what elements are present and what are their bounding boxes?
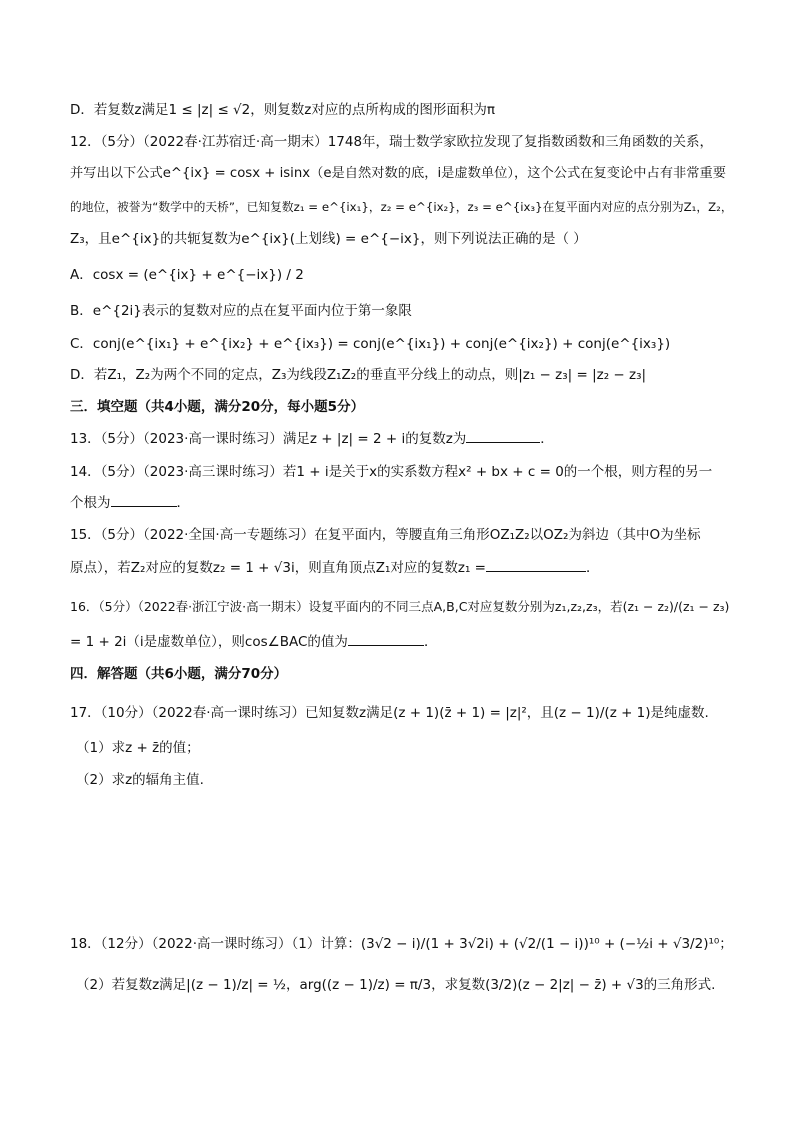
question-18-part-1: 18．（12分）（2022·高一课时练习）（1）计算：(3√2 − i)/(1 + 3√2i) + (√2/(1 − i))¹⁰ + (−½i + √3/2)¹⁰； (70, 936, 733, 952)
question-16-line-2: = 1 + 2i（i是虚数单位），则cos∠BAC的值为 ． (70, 634, 438, 650)
section-3-heading: 三．填空题（共4小题，满分20分，每小题5分） (70, 399, 365, 415)
option-12-d: D．若Z₁，Z₂为两个不同的定点，Z₃为线段Z₁Z₂的垂直平分线上的动点，则|z₁ − z₃| = |z₂ − z₃| (70, 367, 647, 383)
option-11-d: D．若复数z满足1 ≤ |z| ≤ √2，则复数z对应的点所构成的图形面积为π (70, 102, 495, 118)
question-18-part-2: （2）若复数z满足|(z − 1)/z| = ½，arg((z − 1)/z) = π/3，求复数(3/2)(z − 2|z| − z̄) + √3的三角形式. (76, 977, 716, 993)
option-12-c: C．conj(e^{ix₁} + e^{ix₂} + e^{ix₃}) = conj(e^{ix₁}) + conj(e^{ix₂}) + conj(e^{ix₃}) (70, 336, 671, 352)
section-4-heading: 四．解答题（共6小题，满分70分） (70, 666, 288, 682)
question-15-line-1: 15．（5分）（2022·全国·高一专题练习）在复平面内，等腰直角三角形OZ₁Z₂以OZ₂为斜边（其中O为坐标 (70, 527, 701, 543)
question-15-line-2: 原点），若Z₂对应的复数z₂ = 1 + √3i，则直角顶点Z₁对应的复数z₁ = ． (70, 560, 600, 576)
question-13: 13．（5分）（2023·高一课时练习）满足z + |z| = 2 + i的复数z为 ． (70, 431, 554, 447)
question-12-line-4: Z₃，且e^{ix}的共轭复数为e^{ix}(上划线) = e^{−ix}，则下列说法正确的是（ ） (70, 231, 587, 247)
question-17-part-2: （2）求z的辐角主值. (76, 772, 204, 788)
question-12-line-3: 的地位，被誉为“数学中的天桥”，已知复数z₁ = e^{ix₁}，z₂ = e^{ix₂}，z₃ = e^{ix₃}在复平面内对应的点分别为Z₁，Z₂， (70, 200, 733, 214)
question-14-line-1: 14．（5分）（2023·高三课时练习）若1 + i是关于x的实系数方程x² + bx + c = 0的一个根，则方程的另一 (70, 464, 713, 480)
question-17-part-1: （1）求z + z̄的值； (76, 740, 200, 756)
question-17: 17．（10分）（2022春·高一课时练习）已知复数z满足(z + 1)(z̄ + 1) = |z|²，且(z − 1)/(z + 1)是纯虚数. (70, 705, 709, 721)
question-16-line-1: 16．（5分）（2022春·浙江宁波·高一期末）设复平面内的不同三点A,B,C对应复数分别为z₁,z₂,z₃，若(z₁ − z₂)/(z₁ − z₃) (70, 599, 730, 614)
answer-blank (486, 571, 586, 572)
option-12-b: B．e^{2i}表示的复数对应的点在复平面内位于第一象限 (70, 303, 412, 319)
question-14-line-2: 个根为 ． (70, 495, 190, 511)
answer-blank (111, 506, 177, 507)
answer-blank (348, 645, 424, 646)
question-12-line-1: 12．（5分）（2022春·江苏宿迁·高一期末）1748年，瑞士数学家欧拉发现了复指数函数和三角函数的关系， (70, 134, 714, 150)
question-12-line-2: 并写出以下公式e^{ix} = cosx + isinx（e是自然对数的底，i是虚数单位），这个公式在复变论中占有非常重要 (70, 166, 727, 181)
option-12-a: A．cosx = (e^{ix} + e^{−ix}) / 2 (70, 267, 304, 283)
answer-blank (466, 442, 540, 443)
